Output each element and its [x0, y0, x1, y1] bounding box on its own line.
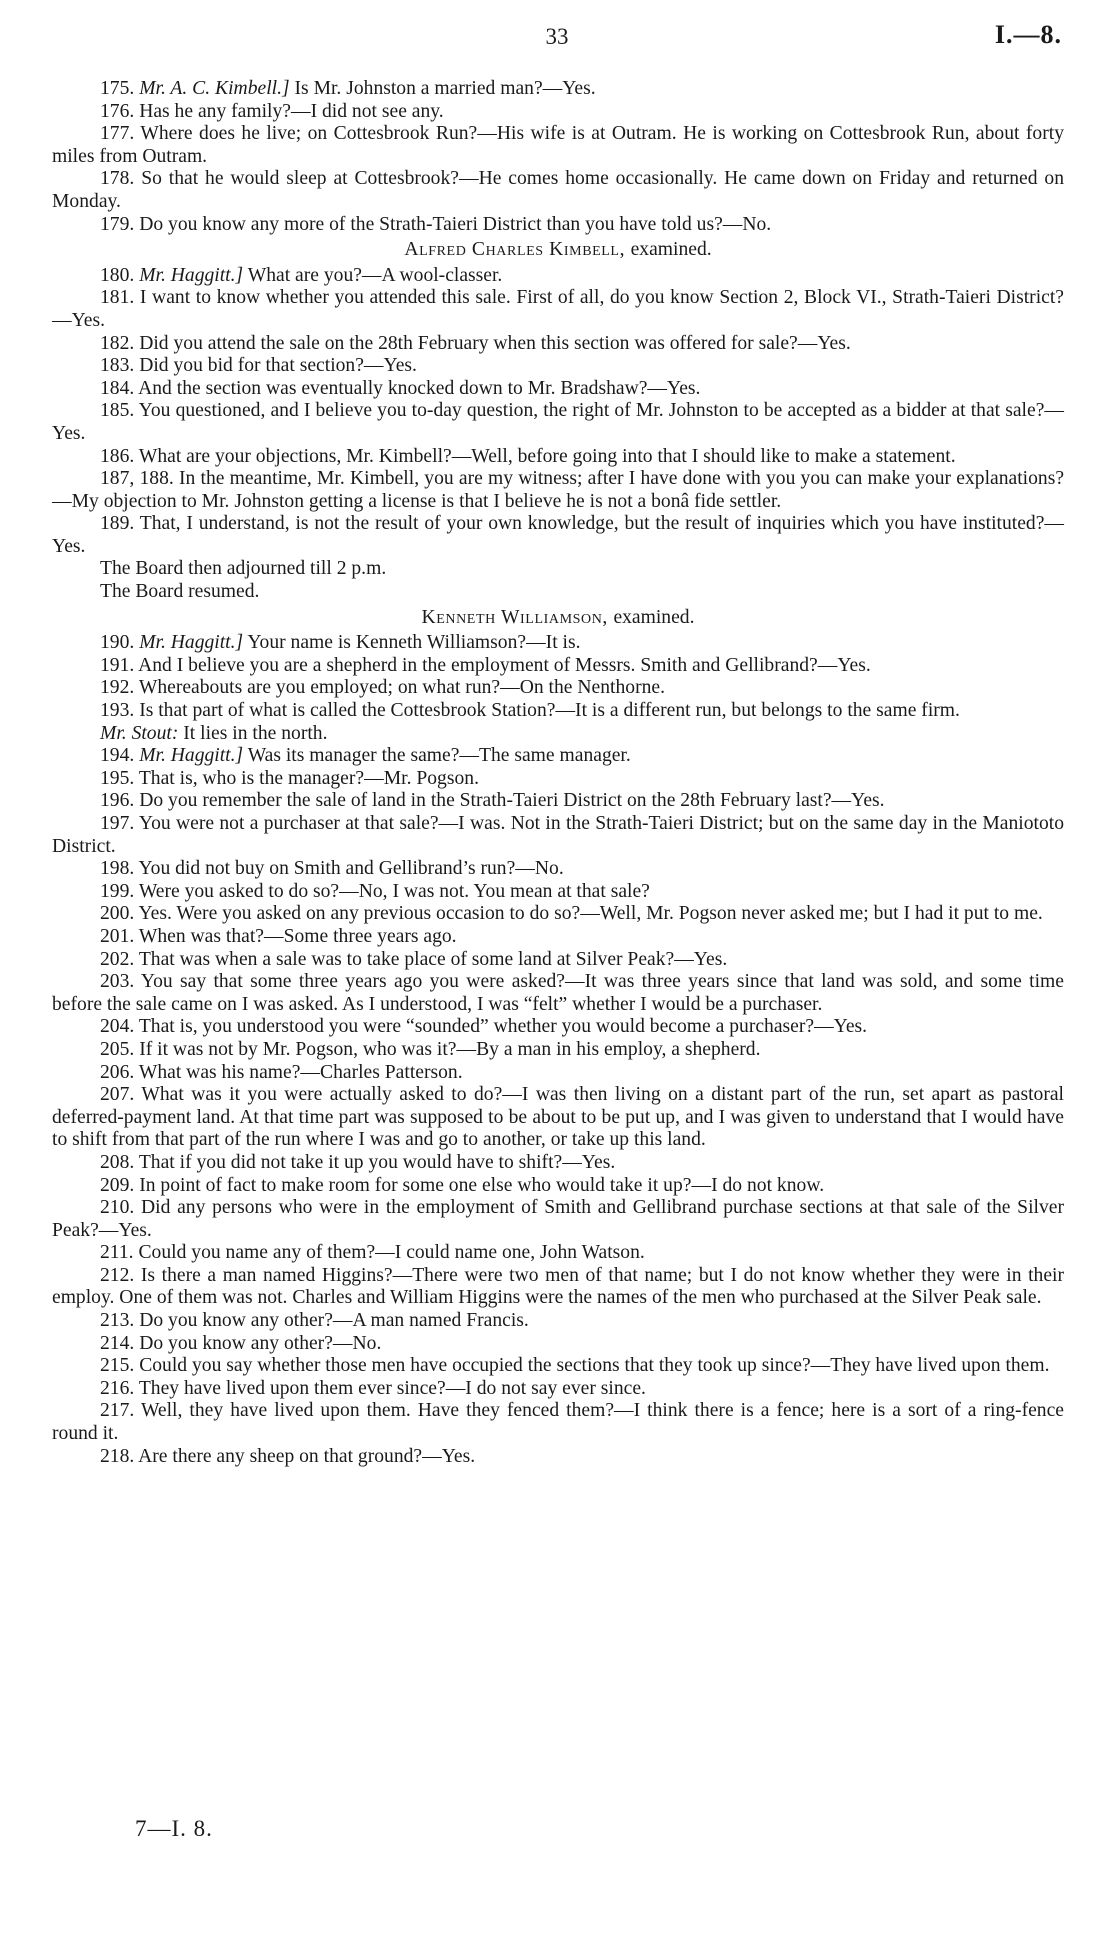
qa-text: In point of fact to make room for some one else who would take it up?—I do not know. — [139, 1174, 825, 1196]
question-number: 207 — [100, 1084, 130, 1106]
qa-text: Whereabouts are you employed; on what run?—On the Nenthorne. — [138, 677, 665, 699]
witness-name: Kenneth Williamson, — [421, 606, 608, 628]
qa-paragraph: 216. They have lived upon them ever since?—I do not say ever since. — [100, 1377, 646, 1399]
qa-paragraph: 184. And the section was eventually knocked down to Mr. Bradshaw?—Yes. — [100, 377, 701, 399]
qa-paragraph: 197. You were not a purchaser at that sale?—I was. Not in the Strath-Taieri District; but on the same day in the Maniototo District. — [52, 813, 1064, 857]
question-number: 178 — [100, 168, 130, 190]
qa-paragraph: 178. So that he would sleep at Cottesbrook?—He comes home occasionally. He came down on Friday and returned on Monday. — [52, 168, 1064, 212]
qa-text: Do you remember the sale of land in the Strath-Taieri District on the 28th February last?—Yes. — [139, 790, 885, 812]
qa-paragraph: 214. Do you know any other?—No. — [100, 1332, 382, 1354]
question-number: 186 — [100, 445, 130, 467]
qa-paragraph: 199. Were you asked to do so?—No, I was not. You mean at that sale? — [100, 880, 650, 902]
qa-text: Could you name any of them?—I could name one, John Watson. — [138, 1242, 645, 1264]
exchange-block-3 — [52, 632, 1064, 1468]
qa-text: Your name is Kenneth Williamson?—It is. — [247, 632, 581, 654]
page-number: 33 — [545, 24, 569, 49]
qa-paragraph: 195. That is, who is the manager?—Mr. Pogson. — [100, 767, 479, 789]
question-number: 213 — [100, 1310, 130, 1332]
speaker-label: Mr. A. C. Kimbell.] — [139, 78, 290, 99]
question-number: 210 — [100, 1197, 130, 1219]
qa-text: Did you bid for that section?—Yes. — [139, 355, 417, 377]
question-number: 197 — [100, 813, 130, 834]
qa-paragraph: 183. Did you bid for that section?—Yes. — [100, 355, 417, 377]
qa-paragraph: 202. That was when a sale was to take place of some land at Silver Peak?—Yes. — [100, 948, 728, 970]
qa-text: Are there any sheep on that ground?—Yes. — [138, 1445, 476, 1467]
qa-text: Is that part of what is called the Cottesbrook Station?—It is a different run, but belongs to the same firm. — [139, 700, 960, 722]
qa-paragraph: 207. What was it you were actually asked to do?—I was then living on a distant part of the run, set apart as pastoral deferred-payment land. At that time part was supposed to be about to be put up, and I was given to understand that I would have to shift from that part of the run where I was and go to another, or take up this land. — [52, 1084, 1064, 1151]
question-number: 214 — [100, 1332, 130, 1354]
qa-text: And I believe you are a shepherd in the employment of Messrs. Smith and Gellibrand?—Yes. — [138, 654, 871, 676]
qa-paragraph: 187, 188. In the meantime, Mr. Kimbell, you are my witness; after I have done with you you can make your explanations?—My objection to Mr. Johnston getting a license is that I believe he is not a bonâ fide settler. — [52, 468, 1065, 512]
qa-text: When was that?—Some three years ago. — [138, 925, 457, 947]
qa-paragraph: 217. Well, they have lived upon them. Have they fenced them?—I think there is a fence; here is a sort of a ring-fence round it. — [52, 1400, 1064, 1445]
speaker-label: Mr. Stout: — [100, 722, 179, 744]
question-number: 180 — [100, 264, 130, 286]
qa-paragraph: 200. Yes. Were you asked on any previous occasion to do so?—Well, Mr. Pogson never asked me; but I had it put to me. — [100, 903, 1043, 925]
question-number: 189 — [100, 513, 130, 535]
question-number: 176 — [100, 100, 130, 122]
footer-signature: 7—I. 8. — [135, 1816, 213, 1841]
qa-paragraph: 181. I want to know whether you attended this sale. First of all, do you know Section 2, Block VI., Strath-Taieri District?—Yes. — [52, 287, 1064, 331]
qa-paragraph: 208. That if you did not take it up you would have to shift?—Yes. — [100, 1151, 616, 1173]
speaker-label: Mr. Haggitt.] — [139, 632, 244, 654]
qa-paragraph: 190. Mr. Haggitt.] Your name is Kenneth Williamson?—It is. — [100, 632, 581, 654]
question-number: 198 — [100, 858, 130, 880]
qa-text: So that he would sleep at Cottesbrook?—He comes home occasionally. He came down on Friday and returned on Monday. — [52, 168, 1064, 212]
question-number: 182 — [100, 332, 130, 354]
qa-text: What are your objections, Mr. Kimbell?—Well, before going into that I should like to make a statement. — [138, 445, 956, 467]
question-number: 187, 188 — [100, 468, 169, 490]
qa-paragraph: 212. Is there a man named Higgins?—There were two men of that name; but I do not know whether they were in their employ. One of them was not. Charles and William Higgins were the names of the men who purchased at the Silver Peak sale. — [52, 1264, 1065, 1309]
qa-text: Where does he live; on Cottesbrook Run?—His wife is at Outram. He is working on Cottesbrook Run, about forty miles from Outram. — [52, 123, 1064, 167]
question-number: 217 — [100, 1400, 130, 1422]
speaker-label: Mr. Haggitt.] — [139, 264, 244, 286]
question-number: 203 — [100, 971, 130, 993]
question-number: 177 — [100, 123, 130, 145]
question-number: 204 — [100, 1016, 130, 1038]
qa-paragraph: 205. If it was not by Mr. Pogson, who was it?—By a man in his employ, a shepherd. — [100, 1038, 761, 1060]
qa-paragraph: 192. Whereabouts are you employed; on what run?—On the Nenthorne. — [100, 677, 665, 699]
qa-text: Is there a man named Higgins?—There were two men of that name; but I do not know whether they were in their employ. One of them was not. Charles and William Higgins were the names of the men who purchased at the Silver Peak sale. — [52, 1264, 1065, 1309]
qa-paragraph: 211. Could you name any of them?—I could name one, John Watson. — [100, 1242, 645, 1264]
qa-paragraph: 191. And I believe you are a shepherd in the employment of Messrs. Smith and Gellibrand?—Yes. — [100, 654, 871, 676]
question-number: 175 — [100, 78, 130, 99]
question-number: 193 — [100, 700, 130, 722]
question-number: 205 — [100, 1038, 130, 1060]
paper-reference: I.—8. — [994, 20, 1062, 49]
qa-text: Well, they have lived upon them. Have they fenced them?—I think there is a fence; here is a sort of a ring-fence round it. — [52, 1400, 1064, 1445]
qa-text: They have lived upon them ever since?—I do not say ever since. — [138, 1377, 646, 1399]
question-number: 194 — [100, 745, 130, 767]
qa-text: Did you attend the sale on the 28th February when this section was offered for sale?—Yes. — [139, 332, 851, 354]
qa-paragraph: 180. Mr. Haggitt.] What are you?—A wool-classer. — [100, 264, 503, 286]
qa-text: I want to know whether you attended this sale. First of all, do you know Section 2, Block VI., Strath-Taieri District?—Yes. — [52, 287, 1064, 331]
exchange-block-2 — [52, 265, 1064, 559]
qa-paragraph: 196. Do you remember the sale of land in the Strath-Taieri District on the 28th February last?—Yes. — [100, 790, 885, 812]
qa-text: Has he any family?—I did not see any. — [139, 100, 444, 122]
qa-text: What are you?—A wool-classer. — [247, 264, 503, 286]
qa-text: If it was not by Mr. Pogson, who was it?—By a man in his employ, a shepherd. — [139, 1038, 761, 1060]
qa-paragraph: 209. In point of fact to make room for some one else who would take it up?—I do not know. — [100, 1174, 825, 1196]
witness-examined: examined. — [613, 606, 695, 628]
question-number: 218 — [100, 1445, 130, 1467]
question-number: 199 — [100, 880, 130, 902]
qa-text: Do you know any other?—A man named Francis. — [139, 1310, 529, 1332]
qa-paragraph: 198. You did not buy on Smith and Gellibrand’s run?—No. — [100, 858, 564, 880]
qa-text: In the meantime, Mr. Kimbell, you are my witness; after I have done with you you can make your explanations?—My objection to Mr. Johnston getting a license is that I believe he is not a bonâ fide settler. — [52, 468, 1065, 512]
qa-text: Do you know any more of the Strath-Taieri District than you have told us?—No. — [139, 213, 772, 235]
question-number: 179 — [100, 213, 130, 235]
qa-text: That if you did not take it up you would have to shift?—Yes. — [138, 1151, 616, 1173]
qa-text: Could you say whether those men have occupied the sections that they took up since?—They have lived upon them. — [139, 1355, 1050, 1377]
qa-paragraph: 177. Where does he live; on Cottesbrook Run?—His wife is at Outram. He is working on Cottesbrook Run, about forty miles from Outram. — [52, 123, 1064, 167]
qa-text: Did any persons who were in the employment of Smith and Gellibrand purchase sections at that sale of the Silver Peak?—Yes. — [52, 1197, 1064, 1241]
question-number: 202 — [100, 948, 130, 970]
question-number: 206 — [100, 1061, 130, 1083]
qa-paragraph: 189. That, I understand, is not the result of your own knowledge, but the result of inquiries which you have instituted?—Yes. — [52, 513, 1064, 557]
qa-paragraph: 182. Did you attend the sale on the 28th February when this section was offered for sale?—Yes. — [100, 332, 851, 354]
qa-text: That is, you understood you were “sounded” whether you would become a purchaser?—Yes. — [138, 1016, 868, 1038]
qa-text: Was its manager the same?—The same manager. — [247, 745, 631, 767]
qa-text: That is, who is the manager?—Mr. Pogson. — [138, 767, 479, 789]
page-body — [52, 78, 1064, 1468]
witness-name: Alfred Charles Kimbell, — [404, 239, 626, 261]
question-number: 184 — [100, 377, 130, 399]
witness-heading-williamson — [52, 607, 1064, 630]
qa-paragraph: 201. When was that?—Some three years ago. — [100, 925, 457, 947]
board-note-adjourned: The Board then adjourned till 2 p.m. — [100, 558, 387, 580]
qa-text: That was when a sale was to take place of some land at Silver Peak?—Yes. — [138, 948, 728, 970]
qa-text: You questioned, and I believe you to-day question, the right of Mr. Johnston to be accepted as a bidder at that sale?—Yes. — [52, 400, 1064, 444]
question-number: 216 — [100, 1377, 130, 1399]
exchange-block-1 — [52, 78, 1064, 236]
qa-paragraph: 175. Mr. A. C. Kimbell.] Is Mr. Johnston a married man?—Yes. — [100, 78, 596, 99]
qa-text: You were not a purchaser at that sale?—I was. Not in the Strath-Taieri District; but on the same day in the Maniototo District. — [52, 813, 1064, 857]
qa-paragraph — [52, 723, 1064, 746]
qa-paragraph: 176. Has he any family?—I did not see any. — [100, 100, 444, 122]
qa-paragraph: 193. Is that part of what is called the Cottesbrook Station?—It is a different run, but belongs to the same firm. — [100, 700, 960, 722]
qa-paragraph: 206. What was his name?—Charles Patterson. — [100, 1061, 463, 1083]
qa-paragraph: 185. You questioned, and I believe you to-day question, the right of Mr. Johnston to be accepted as a bidder at that sale?—Yes. — [52, 400, 1064, 444]
qa-text: You did not buy on Smith and Gellibrand’s run?—No. — [138, 858, 564, 880]
qa-paragraph: 179. Do you know any more of the Strath-Taieri District than you have told us?—No. — [100, 213, 772, 235]
question-number: 201 — [100, 925, 130, 947]
qa-text: What was his name?—Charles Patterson. — [138, 1061, 463, 1083]
question-number: 185 — [100, 400, 130, 422]
witness-heading-kimbell — [52, 239, 1064, 262]
qa-text: Is Mr. Johnston a married man?—Yes. — [294, 78, 596, 99]
qa-text: What was it you were actually asked to do?—I was then living on a distant part of the run, set apart as pastoral deferred-payment land. At that time part was supposed to be about to be put up, and I was given to understand that I would have to shift from that part of the run where I was and go to another, or take up this land. — [52, 1084, 1064, 1151]
qa-paragraph: 213. Do you know any other?—A man named Francis. — [100, 1310, 529, 1332]
qa-paragraph: 186. What are your objections, Mr. Kimbell?—Well, before going into that I should like to make a statement. — [100, 445, 956, 467]
question-number: 200 — [100, 903, 130, 925]
speaker-label: Mr. Haggitt.] — [139, 745, 244, 767]
qa-paragraph: 204. That is, you understood you were “sounded” whether you would become a purchaser?—Yes. — [100, 1016, 868, 1038]
qa-paragraph: 194. Mr. Haggitt.] Was its manager the same?—The same manager. — [100, 745, 631, 767]
qa-text: And the section was eventually knocked down to Mr. Bradshaw?—Yes. — [138, 377, 701, 399]
question-number: 196 — [100, 790, 130, 812]
qa-paragraph: 215. Could you say whether those men have occupied the sections that they took up since?—They have lived upon them. — [100, 1355, 1050, 1377]
question-number: 181 — [100, 287, 130, 309]
question-number: 208 — [100, 1151, 130, 1173]
question-number: 190 — [100, 632, 130, 654]
question-number: 192 — [100, 677, 130, 699]
question-number: 191 — [100, 654, 130, 676]
question-number: 183 — [100, 355, 130, 377]
qa-text: Do you know any other?—No. — [139, 1332, 382, 1354]
question-number: 209 — [100, 1174, 130, 1196]
board-note-resumed: The Board resumed. — [100, 581, 260, 603]
question-number: 195 — [100, 767, 130, 789]
question-number: 212 — [100, 1264, 130, 1286]
qa-text: Were you asked to do so?—No, I was not. You mean at that sale? — [138, 880, 650, 902]
qa-text: You say that some three years ago you were asked?—It was three years since that land was sold, and some time before the sale came on I was asked. As I understood, I was “felt” whether I would be a purchaser. — [52, 971, 1064, 1015]
question-number: 211 — [100, 1242, 129, 1264]
qa-paragraph: 203. You say that some three years ago you were asked?—It was three years since that land was sold, and some time before the sale came on I was asked. As I understood, I was “felt” whether I would be a purchaser. — [52, 971, 1064, 1015]
qa-text: It lies in the north. — [183, 722, 328, 744]
qa-paragraph: 210. Did any persons who were in the employment of Smith and Gellibrand purchase sections at that sale of the Silver Peak?—Yes. — [52, 1197, 1064, 1241]
qa-text: Yes. Were you asked on any previous occasion to do so?—Well, Mr. Pogson never asked me; but I had it put to me. — [138, 903, 1043, 925]
qa-paragraph: 218. Are there any sheep on that ground?—Yes. — [100, 1445, 476, 1467]
qa-text: That, I understand, is not the result of your own knowledge, but the result of inquiries which you have instituted?—Yes. — [52, 513, 1064, 557]
question-number: 215 — [100, 1355, 130, 1377]
witness-examined: examined. — [630, 239, 712, 261]
